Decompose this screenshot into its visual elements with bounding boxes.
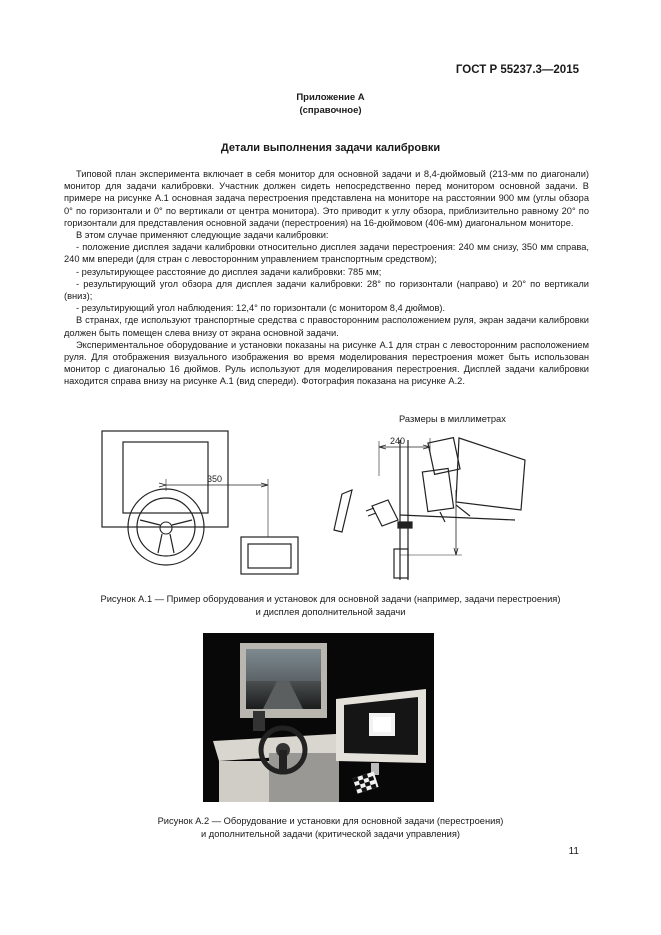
paragraph: Типовой план эксперимента включает в себя монитор для основной задачи и 8,4-дюймовый (213-мм по диагонали) монитор для задачи калибровки. Участник должен сидеть непосредственно перед монитором основной задачи. В примере на рисунке А.1 основная задача перестроения представлена на мониторе на расстоянии 900 мм (углы обзора 0° по горизонтали и 0° по вертикали от центра монитора). Это приводит к углу обзора, приблизительно равному 20° по горизонтали для представления основной задачи (перестроения) на 16-дюймовом (406-мм) диагональном мониторе. xyxy=(64,169,589,228)
dimensions-note: Размеры в миллиметрах xyxy=(399,414,506,424)
appendix-status: (справочное) xyxy=(299,105,362,116)
appendix-title: Приложение А xyxy=(296,92,365,103)
standard-number: ГОСТ Р 55237.3—2015 xyxy=(455,64,579,76)
figure-a2-caption xyxy=(0,815,661,840)
calibration-display-side xyxy=(394,549,408,578)
dimension-240: 240 xyxy=(390,436,406,446)
figure-a1-caption-line2: и дисплея дополнительной задачи xyxy=(255,606,406,617)
list-item: - результирующий угол обзора для дисплея задачи калибровки: 28° по горизонтали (направо) и 20° по вертикали (вниз); xyxy=(64,278,589,302)
figure-a2-caption-line2: и дополнительной задачи (критической задачи управления) xyxy=(201,828,460,839)
page-number: 11 xyxy=(568,846,579,857)
figure-a2-photo xyxy=(203,633,434,802)
list-item: - результирующий угол наблюдения: 12,4° по горизонтали (с монитором 8,4 дюймов). xyxy=(76,303,446,314)
figure-a1-caption xyxy=(0,593,661,618)
paragraph: Экспериментальное оборудование и установки показаны на рисунке А.1 для стран с левосторонним расположением руля. Для отображения визуального изображения во время моделирования перестроения может быть использован монитор с диагональю 16 дюймов. Руль используют для моделирования перестроения. Дисплей задачи калибровки находится справа внизу на рисунке А.1 (вид спереди). Фотография показана на рисунке А.2. xyxy=(64,339,589,387)
figure-a2-caption-line1: Рисунок А.2 — Оборудование и установки для основной задачи (перестроения) xyxy=(157,816,504,826)
figure-a1-caption-line1: Рисунок А.1 — Пример оборудования и установок для основной задачи (например, задачи перестроения) xyxy=(100,594,561,604)
calibration-display-screen xyxy=(248,544,291,568)
dimension-350: 350 xyxy=(207,474,223,484)
wheel-side xyxy=(334,490,352,532)
main-monitor-side xyxy=(456,438,525,510)
list-item: - положение дисплея задачи калибровки относительно дисплея задачи перестроения: 240 мм снизу, 350 мм справа, 240 мм впереди (для стран с левосторонним управлением транспортным средством); xyxy=(64,242,589,265)
list-item: - результирующее расстояние до дисплея задачи калибровки: 785 мм; xyxy=(76,266,382,277)
section-title: Детали выполнения задачи калибровки xyxy=(220,142,441,154)
paragraph: В этом случае применяют следующие задачи калибровки: xyxy=(76,230,329,241)
paragraph: В странах, где используют транспортные средства с правосторонним расположением руля, экран задачи калибровки должен быть помещен слева внизу от экрана основной задачи. xyxy=(64,315,589,338)
